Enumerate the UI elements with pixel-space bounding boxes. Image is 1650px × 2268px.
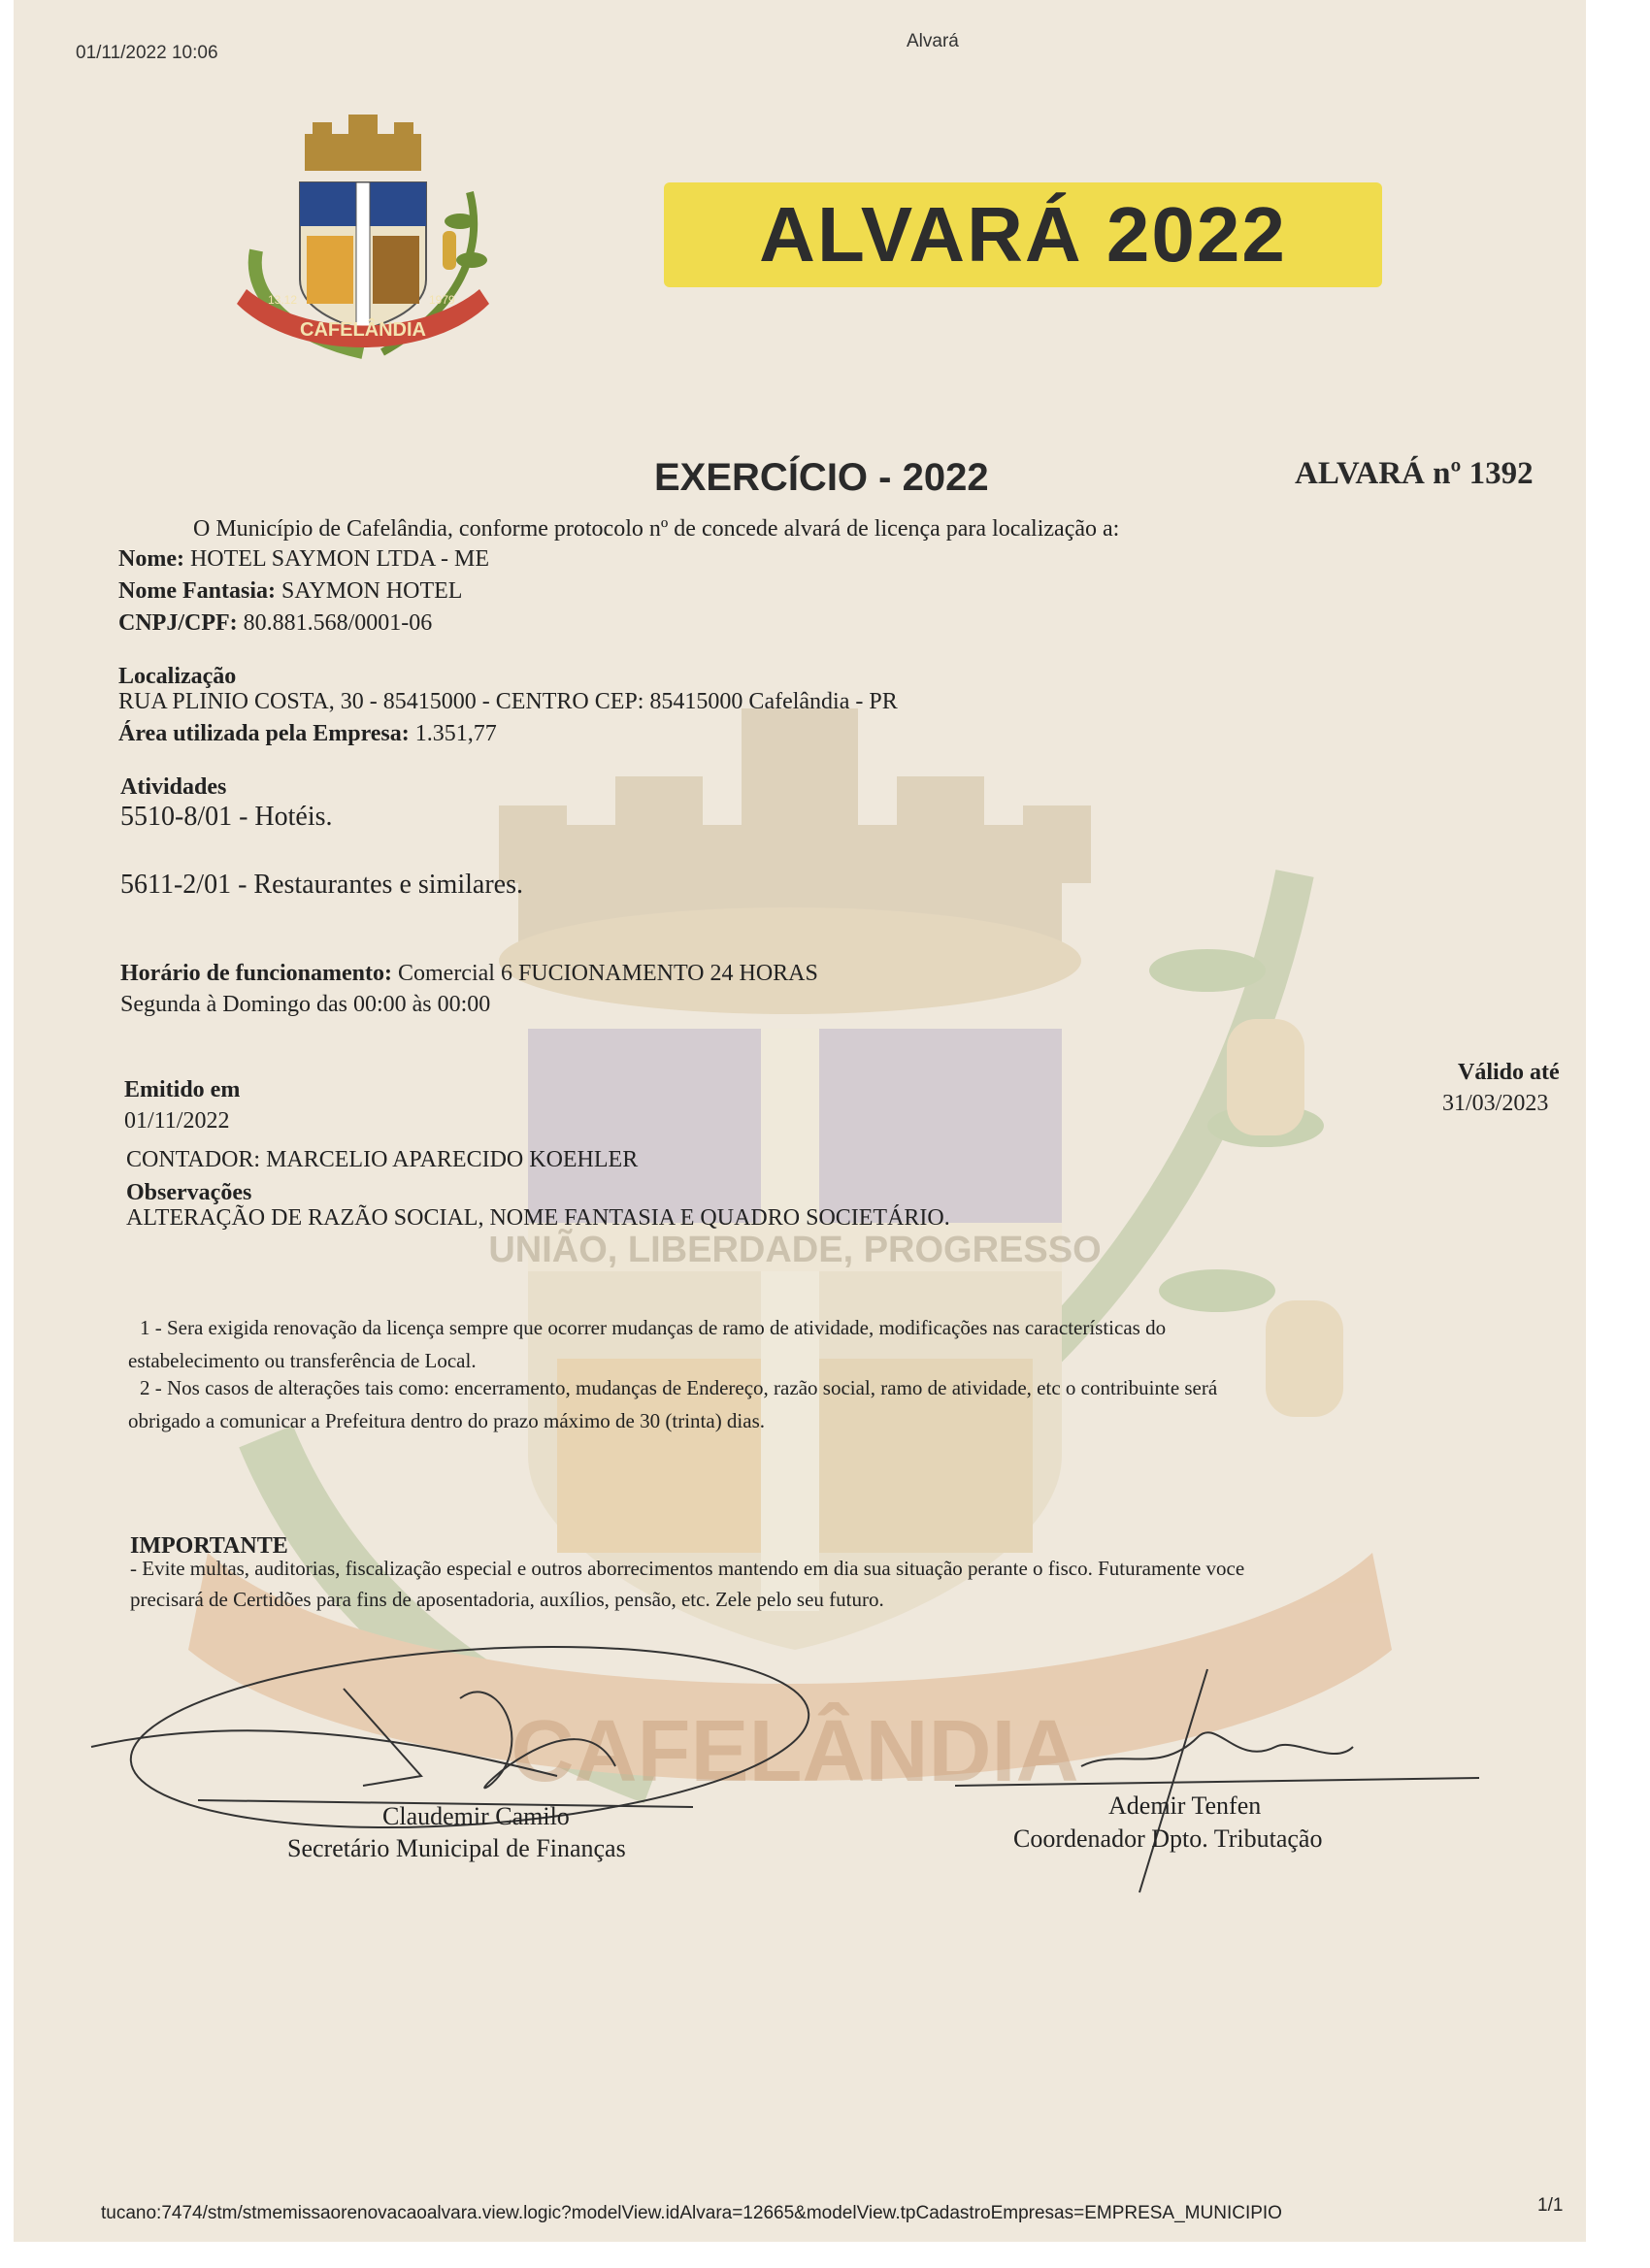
accountant-text: CONTADOR: MARCELIO APARECIDO KOEHLER [126, 1147, 639, 1172]
company-fantasy-value: SAYMON HOTEL [280, 578, 463, 604]
banner-text: ALVARÁ 2022 [759, 191, 1287, 278]
rule-1-line-a: 1 - Sera exigida renovação da licença sempre que ocorrer mudanças de ramo de atividade, modificações nas características do [140, 1316, 1167, 1339]
signature-1-role: Secretário Municipal de Finanças [287, 1834, 626, 1862]
important-label: IMPORTANTE [130, 1533, 288, 1559]
alvara-number: ALVARÁ nº 1392 [1295, 456, 1534, 491]
company-name-label: Nome: [118, 546, 184, 572]
company-name-row [118, 546, 489, 573]
company-cnpj-value: 80.881.568/0001-06 [243, 610, 433, 636]
exercise-title: EXERCÍCIO - 2022 [654, 456, 989, 499]
signature-2-name: Ademir Tenfen [1108, 1791, 1262, 1820]
signature-2-role: Coordenador Dpto. Tributação [1013, 1824, 1323, 1853]
rule-2-line-b: obrigado a comunicar a Prefeitura dentro do prazo máximo de 30 (trinta) dias. [128, 1409, 766, 1432]
municipal-coat-of-arms-logo [217, 105, 509, 369]
area-label: Área utilizada pela Empresa: [118, 721, 410, 746]
logo-year-left: 13.12 [268, 293, 298, 307]
intro-text: O Município de Cafelândia, conforme protocolo nº de concede alvará de licença para localização a: [193, 516, 1120, 542]
area-value: 1.351,77 [414, 721, 497, 746]
valid-date: 31/03/2023 [1442, 1091, 1549, 1116]
location-label: Localização [118, 664, 237, 689]
company-fantasy-row [118, 578, 462, 605]
valid-label: Válido até [1458, 1060, 1560, 1085]
location-address: RUA PLINIO COSTA, 30 - 85415000 - CENTRO CEP: 85415000 Cafelândia - PR [118, 689, 898, 714]
area-row [118, 721, 497, 747]
footer-url: tucano:7474/stm/stmemissaorenovacaoalvara.view.logic?modelView.idAlvara=12665&modelView.tpCadastroEmpresas=EMPRESA_MUNICIPIO [101, 2203, 1282, 2223]
print-page-title: Alvará [907, 31, 959, 51]
hours-label: Horário de funcionamento: [120, 961, 392, 986]
signature-strokes [72, 1630, 1528, 1922]
print-datetime: 01/11/2022 10:06 [76, 43, 218, 63]
issued-label: Emitido em [124, 1077, 241, 1102]
company-fantasy-label: Nome Fantasia: [118, 578, 276, 604]
issued-date: 01/11/2022 [124, 1108, 230, 1134]
activities-label: Atividades [120, 774, 227, 800]
hours-schedule: Segunda à Domingo das 00:00 às 00:00 [120, 992, 491, 1017]
company-name-value: HOTEL SAYMON LTDA - ME [189, 546, 489, 572]
footer-page-number: 1/1 [1537, 2195, 1564, 2216]
watermark-motto: UNIÃO, LIBERDADE, PROGRESSO [488, 1230, 1102, 1270]
rule-2-line-a: 2 - Nos casos de alterações tais como: encerramento, mudanças de Endereço, razão social, ramo de atividade, etc o contribuinte será [140, 1376, 1218, 1399]
rule-1-line-b: estabelecimento ou transferência de Local. [128, 1349, 477, 1372]
observations-label: Observações [126, 1180, 252, 1205]
observations-text: ALTERAÇÃO DE RAZÃO SOCIAL, NOME FANTASIA E QUADRO SOCIETÁRIO. [126, 1205, 950, 1231]
hours-value: Comercial 6 FUCIONAMENTO 24 HORAS [397, 961, 818, 986]
important-line-1: - Evite multas, auditorias, fiscalização especial e outros aborrecimentos mantendo em dia sua situação perante o fisco. Futuramente voce [130, 1557, 1245, 1580]
signature-1-name: Claudemir Camilo [382, 1802, 570, 1830]
alvara-banner [664, 182, 1382, 287]
activity-item: 5510-8/01 - Hotéis. [120, 802, 333, 832]
hours-row [120, 961, 818, 987]
company-cnpj-row [118, 610, 432, 637]
watermark-city: CAFELÂNDIA [511, 1703, 1079, 1800]
important-line-2: precisará de Certidões para fins de aposentadoria, auxílios, pensão, etc. Zele pelo seu futuro. [130, 1588, 884, 1611]
logo-year-right: 1979 [429, 293, 455, 307]
logo-city-text: CAFELÂNDIA [300, 319, 426, 341]
activity-item: 5611-2/01 - Restaurantes e similares. [120, 870, 523, 900]
document-page [14, 0, 1586, 2242]
company-cnpj-label: CNPJ/CPF: [118, 610, 238, 636]
